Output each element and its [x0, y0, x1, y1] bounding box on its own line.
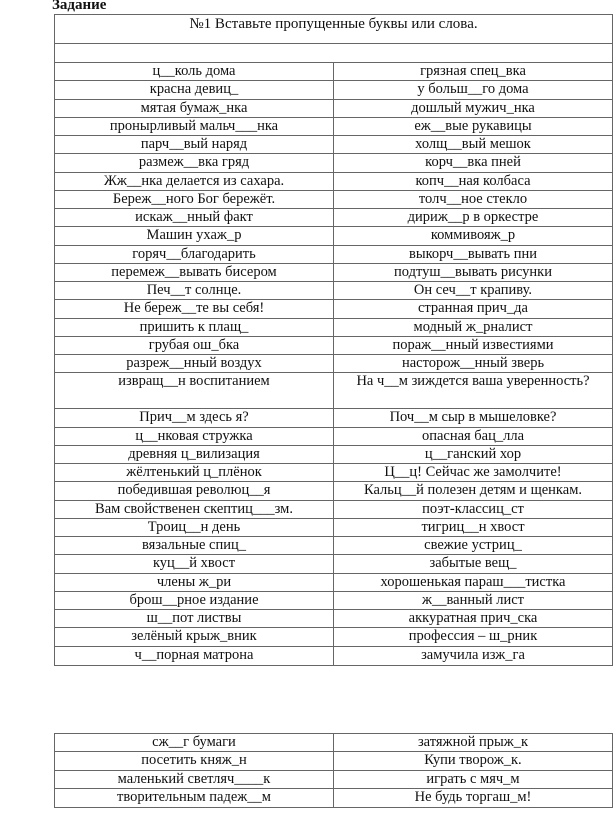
- table-cell-right: забытые вещ_: [429, 555, 517, 572]
- table-cell-right: свежие устриц_: [424, 537, 522, 553]
- table-cell-left: грубая ош_бка: [55, 337, 334, 354]
- table-cell-left: Береж__ного Бог бережёт.: [55, 191, 334, 208]
- table-cell-right: грязная спец_вка: [420, 63, 526, 79]
- table-cell-right: коммивояж_р: [430, 227, 516, 244]
- table-row: [55, 300, 612, 318]
- table-cell-left: зелёный крыж_вник: [55, 628, 334, 645]
- table-row: [55, 555, 612, 573]
- table-row: [55, 282, 612, 300]
- table-cell-right: ц__ганский хор: [424, 445, 522, 462]
- table-row: [55, 628, 612, 646]
- table-cell-right: аккуратная прич_ска: [408, 610, 538, 626]
- table-cell-right: поэт-классиц_ст: [422, 500, 524, 517]
- table-cell-left: жёлтенький ц_плёнок: [55, 464, 334, 481]
- table-row: [55, 355, 612, 373]
- table-cell-right: Поч__м сыр в мышеловке?: [389, 409, 557, 426]
- table-cell-right: странная прич_да: [417, 300, 528, 317]
- table-cell-right: толч__ное стекло: [418, 190, 528, 207]
- table-row: [55, 81, 612, 99]
- table-cell-left: ц__нковая стружка: [55, 428, 334, 445]
- table-row: [55, 647, 612, 665]
- table-cell-left: искаж__нный факт: [55, 209, 334, 226]
- table-cell-right: хорошенькая параш___тистка: [380, 573, 566, 590]
- table-cell-left: Жж__нка делается из сахара.: [55, 173, 334, 190]
- table-row: [55, 154, 612, 172]
- table-cell-left: посетить княж_н: [55, 752, 334, 769]
- table-body: [55, 63, 612, 665]
- table-row: [55, 592, 612, 610]
- table-row: [55, 789, 612, 807]
- table-row: [55, 428, 612, 446]
- table-row: [55, 501, 612, 519]
- page-heading: Задание: [52, 0, 107, 13]
- table-cell-right: дириж__р в оркестре: [407, 209, 539, 225]
- table-row: [55, 136, 612, 154]
- task-title: №1 Вставьте пропущенные буквы или слова.: [55, 15, 612, 44]
- table-cell-left: маленький светляч____к: [55, 771, 334, 788]
- table-cell-left: ц__коль дома: [55, 63, 334, 80]
- table-cell-left: ш__пот листвы: [55, 610, 334, 627]
- table-cell-right: Купи творож_к.: [424, 752, 522, 769]
- table-cell-right: еж__вые рукавицы: [414, 117, 532, 134]
- table-row: [55, 537, 612, 555]
- exercise-table: [54, 14, 613, 666]
- table-cell-right: На ч__м зиждется ваша уверенность?: [356, 373, 590, 390]
- table-cell-left: ч__порная матрона: [55, 647, 334, 665]
- table-cell-left: победившая революц__я: [55, 482, 334, 499]
- table-row: [55, 191, 612, 209]
- table-cell-left: пришить к плащ_: [55, 319, 334, 336]
- table-cell-right: Кальц__й полезен детям и щенкам.: [364, 482, 582, 499]
- table-cell-right: Не будь торгаш_м!: [414, 788, 532, 805]
- table-cell-left: извращ__н воспитанием: [55, 373, 334, 408]
- table-cell-left: горяч__благодарить: [55, 246, 334, 263]
- table-cell-left: сж__г бумаги: [55, 734, 334, 751]
- exercise-table-continued: [54, 733, 613, 808]
- table-cell-left: Печ__т солнце.: [55, 282, 334, 299]
- table-row: [55, 446, 612, 464]
- table-cell-right: корч__вка пней: [425, 154, 521, 171]
- table-cell-right: Он сеч__т крапиву.: [413, 282, 533, 298]
- table-row: [55, 246, 612, 264]
- table-cell-right: профессия – ш_рник: [408, 628, 538, 645]
- table-row: [55, 173, 612, 191]
- table-row: [55, 100, 612, 118]
- table-cell-left: пронырливый мальч___нка: [55, 118, 334, 135]
- table-cell-left: Троиц__н день: [55, 519, 334, 536]
- table-cell-left: вязальные спиц_: [55, 537, 334, 554]
- table-cell-right: тигриц__н хвост: [421, 518, 525, 535]
- table-row: [55, 63, 612, 81]
- table-cell-right: играть с мяч_м: [426, 770, 520, 787]
- table-row: [55, 264, 612, 282]
- table-cell-left: Прич__м здесь я?: [55, 409, 334, 426]
- table-cell-right: подтуш__вывать рисунки: [394, 263, 552, 280]
- table-cell-left: члены ж_ри: [55, 574, 334, 591]
- table-cell-left: разреж__нный воздух: [55, 355, 334, 372]
- table-row: [55, 409, 612, 427]
- table-row: [55, 482, 612, 500]
- table-cell-right: замучила изж_га: [421, 646, 525, 663]
- table-cell-right: выкорч__вывать пни: [409, 245, 537, 262]
- table-cell-right: пораж__нный известиями: [392, 336, 554, 353]
- table-cell-right: модный ж_рналист: [413, 318, 533, 335]
- table-row: [55, 752, 612, 770]
- table-row: [55, 227, 612, 245]
- table-spacer-row: [55, 44, 612, 63]
- table-row: [55, 118, 612, 136]
- table-cell-right: ж__ванный лист: [421, 591, 525, 608]
- table-row: [55, 209, 612, 227]
- table-cell-left: размеж__вка гряд: [55, 154, 334, 171]
- table-cell-left: древняя ц_вилизация: [55, 446, 334, 463]
- table-row: [55, 373, 612, 409]
- table-cell-right: у больш__го дома: [417, 81, 529, 98]
- table-cell-left: Машин ухаж_р: [55, 227, 334, 244]
- table-row: [55, 464, 612, 482]
- table-row: [55, 734, 612, 752]
- table-cell-left: Не береж__те вы себя!: [55, 300, 334, 317]
- table-cell-left: творительным падеж__м: [55, 789, 334, 807]
- table-cell-left: парч__вый наряд: [55, 136, 334, 153]
- table-cell-left: куц__й хвост: [55, 555, 334, 572]
- table-cell-right: опасная бац_лла: [421, 427, 525, 444]
- table-body-continued: [55, 734, 612, 807]
- table-cell-right: дошлый мужич_нка: [411, 99, 535, 116]
- table-row: [55, 574, 612, 592]
- table-cell-left: брош__рное издание: [55, 592, 334, 609]
- table-row: [55, 610, 612, 628]
- table-row: [55, 319, 612, 337]
- table-cell-left: мятая бумаж_нка: [55, 100, 334, 117]
- table-cell-right: копч__ная колбаса: [415, 172, 531, 189]
- table-cell-right: затяжной прыж_к: [417, 734, 529, 750]
- table-row: [55, 771, 612, 789]
- table-cell-left: красна девиц_: [55, 81, 334, 98]
- table-cell-left: Вам свойственен скептиц___зм.: [55, 501, 334, 518]
- table-cell-left: перемеж__вывать бисером: [55, 264, 334, 281]
- table-cell-right: Ц__ц! Сейчас же замолчите!: [384, 464, 562, 480]
- table-cell-right: холщ__вый мешок: [415, 136, 531, 152]
- table-cell-right: насторож__нный зверь: [401, 355, 545, 371]
- table-row: [55, 337, 612, 355]
- table-row: [55, 519, 612, 537]
